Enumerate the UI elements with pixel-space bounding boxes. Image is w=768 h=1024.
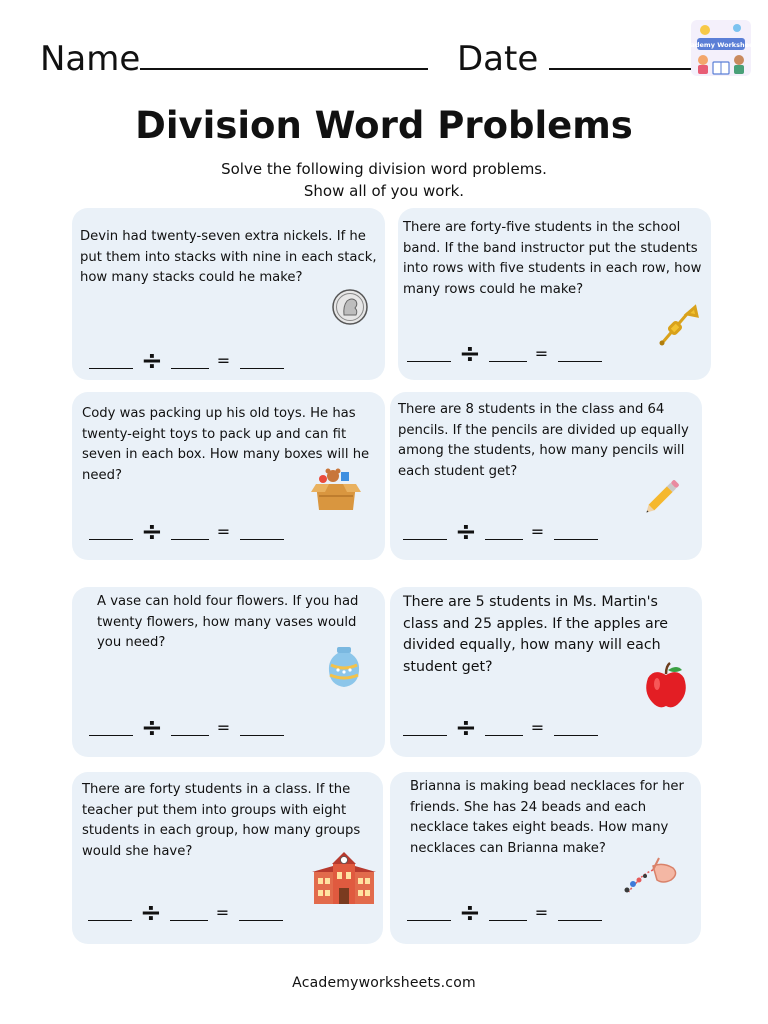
instructions-line-1: Solve the following division word problems.	[221, 160, 547, 178]
divide-symbol: ÷	[141, 517, 163, 547]
school-icon	[312, 846, 376, 906]
problem-card	[72, 208, 385, 380]
dividend-blank[interactable]	[89, 368, 133, 369]
problem-card	[390, 772, 701, 944]
divide-symbol: ÷	[455, 713, 477, 743]
dividend-blank[interactable]	[403, 735, 447, 736]
division-equation	[403, 517, 598, 547]
problem-text: Brianna is making bead necklaces for her friends. She has 24 beads and each necklace takes eight beads. How many necklaces can Brianna make?	[410, 779, 684, 856]
date-label: Date	[457, 39, 539, 79]
dividend-blank[interactable]	[89, 735, 133, 736]
footer-website: Academyworksheets.com	[292, 975, 476, 991]
division-equation	[89, 346, 284, 376]
division-equation	[407, 898, 602, 928]
logo-text: Academy Worksheets	[681, 41, 761, 49]
quotient-blank[interactable]	[554, 735, 598, 736]
equals-symbol: =	[530, 718, 545, 737]
problem-text: There are 5 students in Ms. Martin's class and 25 apples. If the apples are divided equally, how many will each student get?	[403, 594, 668, 675]
equals-symbol: =	[216, 718, 231, 737]
quotient-blank[interactable]	[558, 361, 602, 362]
dividend-blank[interactable]	[407, 920, 451, 921]
equals-symbol: =	[534, 903, 549, 922]
nickel-icon	[331, 288, 369, 326]
divide-symbol: ÷	[455, 517, 477, 547]
vase-icon	[326, 645, 362, 689]
toy-box-icon	[311, 466, 361, 512]
page-title: Division Word Problems	[135, 104, 633, 147]
division-equation	[407, 339, 602, 369]
problem-text: Devin had twenty-seven extra nickels. If he put them into stacks with nine in each stack, how many stacks could he make?	[80, 229, 377, 285]
division-equation	[89, 517, 284, 547]
divide-symbol: ÷	[141, 713, 163, 743]
division-equation	[88, 898, 283, 928]
divisor-blank[interactable]	[485, 539, 523, 540]
equals-symbol: =	[534, 344, 549, 363]
divide-symbol: ÷	[141, 346, 163, 376]
quotient-blank[interactable]	[240, 539, 284, 540]
dividend-blank[interactable]	[403, 539, 447, 540]
equals-symbol: =	[530, 522, 545, 541]
divisor-blank[interactable]	[171, 735, 209, 736]
quotient-blank[interactable]	[558, 920, 602, 921]
instructions-line-2: Show all of you work.	[303, 182, 465, 200]
dividend-blank[interactable]	[89, 539, 133, 540]
problem-card	[390, 587, 702, 757]
bead-necklace-icon	[623, 852, 681, 894]
quotient-blank[interactable]	[240, 735, 284, 736]
name-line[interactable]	[140, 38, 428, 70]
divisor-blank[interactable]	[485, 735, 523, 736]
problem-text: There are forty-five students in the school band. If the band instructor put the students into rows with five students in each row, how many rows could he make?	[403, 220, 702, 297]
divisor-blank[interactable]	[171, 539, 209, 540]
trumpet-icon	[657, 304, 699, 348]
problem-card	[398, 208, 711, 380]
problem-card	[390, 392, 702, 560]
apple-icon	[644, 662, 688, 710]
pencil-icon	[639, 474, 685, 520]
date-field[interactable]	[457, 38, 693, 79]
problem-text: Cody was packing up his old toys. He has twenty-eight toys to pack up and can fit seven in each box. How many boxes will he need?	[82, 406, 370, 483]
academy-worksheets-logo	[681, 16, 761, 80]
divisor-blank[interactable]	[489, 920, 527, 921]
date-line[interactable]	[549, 38, 693, 70]
divisor-blank[interactable]	[489, 361, 527, 362]
divide-symbol: ÷	[459, 339, 481, 369]
dividend-blank[interactable]	[88, 920, 132, 921]
name-label: Name	[40, 39, 141, 79]
equals-symbol: =	[215, 903, 230, 922]
problem-text: There are forty students in a class. If the teacher put them into groups with eight students in each group, how many groups would she have?	[82, 782, 361, 859]
divide-symbol: ÷	[140, 898, 162, 928]
quotient-blank[interactable]	[239, 920, 283, 921]
equals-symbol: =	[216, 351, 231, 370]
divide-symbol: ÷	[459, 898, 481, 928]
problem-text: A vase can hold four flowers. If you had twenty flowers, how many vases would you need?	[97, 594, 359, 650]
divisor-blank[interactable]	[171, 368, 209, 369]
problem-card	[72, 587, 385, 757]
problem-card	[72, 772, 383, 944]
equals-symbol: =	[216, 522, 231, 541]
division-equation	[89, 713, 284, 743]
divisor-blank[interactable]	[170, 920, 208, 921]
problem-text: There are 8 students in the class and 64 pencils. If the pencils are divided up equally among the students, how many pencils will each student get?	[398, 402, 689, 479]
quotient-blank[interactable]	[554, 539, 598, 540]
quotient-blank[interactable]	[240, 368, 284, 369]
name-field[interactable]	[40, 38, 428, 79]
division-equation	[403, 713, 598, 743]
dividend-blank[interactable]	[407, 361, 451, 362]
problem-card	[72, 392, 385, 560]
